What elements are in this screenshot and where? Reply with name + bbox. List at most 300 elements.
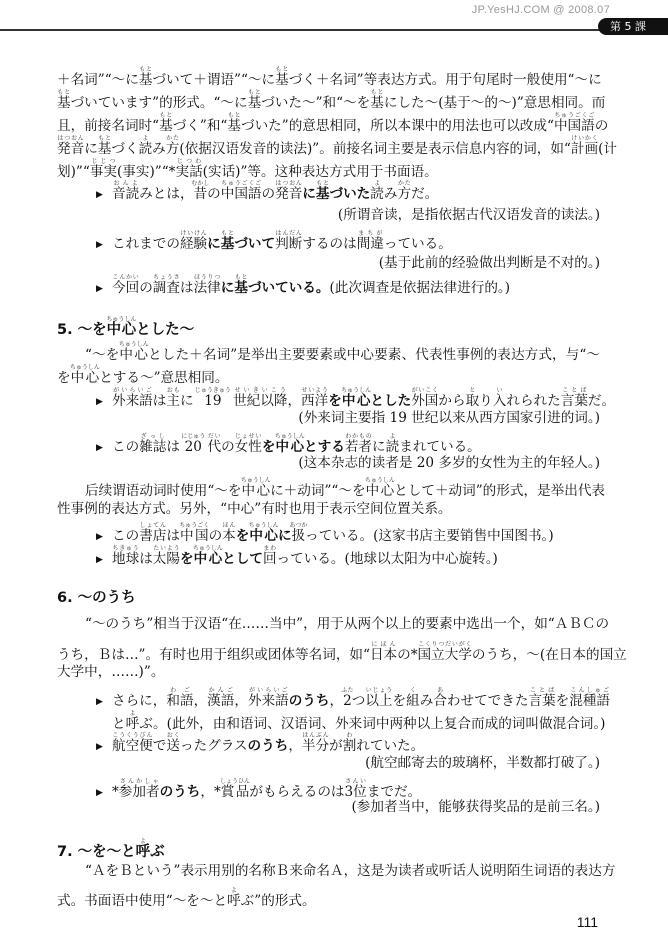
furigana: おく bbox=[166, 732, 180, 739]
furigana: わかもの bbox=[344, 433, 373, 440]
furigana: ちゅうしん bbox=[240, 477, 271, 484]
furigana: はんぶん bbox=[301, 732, 330, 739]
ruby-word bbox=[166, 387, 180, 409]
text-run: だ。 bbox=[411, 186, 439, 202]
text-run: として＋动词”的形式，是举出代表 bbox=[394, 483, 606, 499]
bullet-triangle-icon: ▶ bbox=[96, 284, 103, 294]
ruby-word bbox=[112, 387, 153, 409]
ruby-word bbox=[247, 89, 262, 111]
text-run: “～を bbox=[85, 347, 120, 363]
text-run: ったグラス bbox=[179, 738, 248, 754]
text-run: から bbox=[438, 393, 466, 409]
furigana: と bbox=[465, 387, 480, 394]
keyword: づいている。 bbox=[247, 280, 330, 296]
ruby-base: 基 bbox=[275, 72, 289, 88]
furigana: かんご bbox=[207, 687, 235, 694]
furigana: ことば bbox=[560, 387, 588, 394]
ruby-base: 中心 bbox=[69, 370, 100, 386]
ruby-base: 若者 bbox=[344, 439, 373, 455]
ruby-word bbox=[342, 732, 357, 754]
ruby-word bbox=[356, 230, 384, 252]
paragraph-line bbox=[57, 364, 600, 387]
ruby-base: 和語 bbox=[166, 693, 194, 709]
text-run: づく bbox=[111, 141, 139, 157]
ruby-word bbox=[192, 545, 223, 567]
text-run: に bbox=[179, 393, 198, 409]
ruby-base: 外国 bbox=[411, 393, 439, 409]
ruby-base: 基 bbox=[234, 280, 248, 296]
furigana: もと bbox=[247, 89, 262, 96]
translation bbox=[365, 755, 600, 772]
ruby-word bbox=[275, 230, 303, 252]
ruby-base: 間違 bbox=[356, 236, 384, 252]
furigana: こくりつだいがく bbox=[417, 641, 472, 648]
furigana: かた bbox=[397, 180, 412, 187]
furigana: まちが bbox=[356, 230, 384, 237]
text-run: (依据汉语发音的读法)”。前接名词主要是表示信息内容的词，如“ bbox=[179, 141, 571, 157]
ruby-base: 女性 bbox=[234, 439, 262, 455]
bullet-triangle-icon: ▶ bbox=[96, 397, 103, 407]
text-run: み bbox=[419, 693, 434, 709]
furigana: ちゅうしん bbox=[118, 341, 149, 348]
header-rule bbox=[0, 29, 612, 31]
ruby-base: 参加者 bbox=[118, 784, 160, 800]
furigana: けいけん bbox=[179, 230, 208, 237]
text-run: (这本杂志的读者是 20 多岁的女性为主的年轻人。) bbox=[298, 455, 600, 471]
ruby-word bbox=[220, 778, 251, 800]
ruby-word bbox=[275, 66, 289, 88]
furigana: にじゅう bbox=[181, 433, 206, 440]
furigana: ちゅうしん bbox=[192, 545, 223, 552]
furigana: おも bbox=[166, 387, 180, 394]
furigana: じじつ bbox=[89, 158, 117, 165]
example-sentence bbox=[96, 274, 510, 298]
ruby-word bbox=[411, 387, 439, 409]
ruby-word bbox=[57, 135, 85, 157]
text-run: は bbox=[166, 439, 185, 455]
ruby-word bbox=[560, 387, 588, 409]
ruby-base: 基 bbox=[97, 141, 112, 157]
ruby-word bbox=[341, 387, 372, 409]
example-continuation bbox=[112, 710, 605, 733]
ruby-word bbox=[175, 158, 203, 180]
ruby-word bbox=[222, 522, 236, 544]
furigana: にほん bbox=[369, 641, 398, 648]
ruby-base: 外来語 bbox=[247, 693, 289, 709]
text-run: “～のうち”相当于汉语“在……当中”，用于从两个以上的要素中选出一个，如“ＡＢＣの bbox=[85, 616, 610, 632]
section-heading bbox=[57, 316, 194, 339]
ruby-word bbox=[112, 274, 140, 296]
text-run: と bbox=[112, 716, 126, 732]
text-run: とする～”意思相同。 bbox=[99, 370, 229, 386]
keyword: を bbox=[261, 439, 276, 455]
text-run: づいた～”和“～を bbox=[261, 95, 371, 111]
ruby-base: 地球 bbox=[112, 551, 140, 567]
ruby-base: 扱 bbox=[289, 528, 308, 544]
ruby-base: 呼 bbox=[125, 716, 140, 732]
ruby-word bbox=[118, 341, 149, 363]
ruby-word bbox=[89, 158, 117, 180]
ruby-word bbox=[369, 641, 398, 663]
ruby-word bbox=[385, 433, 400, 455]
text-run: (外来词主要指 19 世纪以来从西方国家引进的词。) bbox=[298, 410, 600, 426]
ruby-base: 回 bbox=[262, 551, 277, 567]
text-run: に bbox=[372, 439, 386, 455]
furigana: もと bbox=[57, 89, 71, 96]
text-run: (基于此前的经验做出判断是不对的。) bbox=[378, 255, 600, 271]
furigana: ちゅうごく bbox=[179, 522, 210, 529]
furigana: こうくうびん bbox=[112, 732, 153, 739]
ruby-word bbox=[166, 687, 194, 709]
text-run: (此次调查是依据法律进行的。) bbox=[329, 280, 511, 296]
ruby-word bbox=[152, 545, 180, 567]
furigana: せいきいこう bbox=[233, 387, 288, 394]
ruby-word bbox=[553, 112, 595, 134]
example-sentence bbox=[96, 387, 615, 411]
furigana: がいこく bbox=[411, 387, 439, 394]
ruby-base: 20 bbox=[181, 439, 206, 455]
furigana: ちゅうしん bbox=[106, 316, 137, 323]
text-run: で bbox=[152, 738, 167, 754]
ruby-base: 呼 bbox=[135, 844, 151, 860]
ruby-base: 言葉 bbox=[528, 693, 556, 709]
text-run: は bbox=[179, 280, 194, 296]
ruby-base: 事実 bbox=[89, 164, 117, 180]
ruby-base: 基 bbox=[227, 118, 241, 134]
ruby-base: 中心 bbox=[364, 483, 395, 499]
text-run: ＋名词”“～に bbox=[57, 72, 139, 88]
furigana: もと bbox=[138, 66, 153, 73]
ruby-word bbox=[112, 545, 140, 567]
furigana: かた bbox=[165, 135, 180, 142]
ruby-base: 中心 bbox=[274, 439, 305, 455]
ruby-base: 中心 bbox=[248, 528, 279, 544]
ruby-word bbox=[406, 687, 420, 709]
text-run: この bbox=[112, 439, 140, 455]
ruby-base: 中心 bbox=[240, 483, 271, 499]
text-run: っている。 bbox=[383, 236, 452, 252]
text-run: ， bbox=[287, 393, 302, 409]
text-run: 且，前接名词时“ bbox=[57, 118, 160, 134]
ruby-word bbox=[207, 687, 235, 709]
ruby-word bbox=[191, 180, 210, 202]
text-run: は bbox=[139, 551, 153, 567]
ruby-word bbox=[370, 180, 384, 202]
ruby-base: 読 bbox=[138, 141, 153, 157]
ruby-word bbox=[165, 135, 180, 157]
text-run: 6. ～のうち bbox=[57, 590, 136, 606]
text-run: 式。书面语中使用“～を～と bbox=[57, 893, 228, 909]
text-run: だ。 bbox=[587, 393, 616, 409]
ruby-word bbox=[344, 778, 367, 800]
ruby-word bbox=[138, 135, 153, 157]
ruby-base: 発音 bbox=[57, 141, 85, 157]
text-run: っている。(地球以太阳为中心旋转。) bbox=[276, 551, 498, 567]
furigana: いじょう bbox=[365, 687, 393, 694]
furigana: ちきゅう bbox=[112, 545, 140, 552]
ruby-base: 外来語 bbox=[112, 393, 153, 409]
furigana: よ bbox=[125, 710, 140, 717]
furigana: ちゅうごくご bbox=[553, 112, 595, 119]
ruby-base: 中国語 bbox=[220, 186, 262, 202]
furigana: ちゅうしん bbox=[69, 364, 100, 371]
section-heading bbox=[57, 590, 136, 607]
furigana: ちゅうしん bbox=[248, 522, 279, 529]
bullet-triangle-icon: ▶ bbox=[96, 190, 103, 200]
bullet-triangle-icon: ▶ bbox=[96, 742, 103, 752]
ruby-word bbox=[341, 687, 354, 709]
ruby-word bbox=[465, 387, 480, 409]
lesson-tab: 第 5 課 bbox=[598, 18, 668, 35]
ruby-base: 混種語 bbox=[569, 693, 611, 709]
ruby-base: 以上 bbox=[365, 693, 393, 709]
paragraph-line bbox=[57, 641, 627, 664]
ruby-base: 世紀以降 bbox=[233, 393, 288, 409]
keyword: のうち bbox=[247, 738, 289, 754]
ruby-word bbox=[365, 687, 393, 709]
furigana: さんい bbox=[344, 778, 367, 785]
ruby-base: 合 bbox=[433, 693, 447, 709]
translation bbox=[338, 207, 600, 224]
ruby-base: 基 bbox=[159, 118, 173, 134]
ruby-word bbox=[106, 316, 137, 338]
ruby-word bbox=[227, 887, 241, 909]
text-run: (所谓音读，是指依据古代汉语发音的读法。) bbox=[337, 207, 600, 223]
ruby-word bbox=[135, 838, 151, 860]
keyword: に bbox=[302, 186, 316, 202]
furigana: むかし bbox=[191, 180, 210, 187]
ruby-word bbox=[570, 135, 599, 157]
text-run: 性事例的表达方式。另外，“中心”有时也用于表示空间位置关系。 bbox=[57, 501, 452, 517]
example-sentence bbox=[96, 230, 452, 254]
text-run: の bbox=[207, 186, 221, 202]
text-run: までだ。 bbox=[366, 784, 422, 800]
paragraph-line bbox=[57, 112, 609, 135]
keyword: を bbox=[328, 393, 342, 409]
ruby-base: 太陽 bbox=[152, 551, 180, 567]
keyword: を bbox=[235, 528, 250, 544]
text-run: っている。(这家书店主要销售中国图书。) bbox=[305, 528, 554, 544]
furigana: わ bbox=[342, 732, 357, 739]
furigana: もと bbox=[315, 180, 330, 187]
ruby-word bbox=[152, 274, 180, 296]
furigana: さんかしゃ bbox=[118, 778, 160, 785]
ruby-word bbox=[138, 66, 153, 88]
keyword: に bbox=[220, 280, 235, 296]
ruby-word bbox=[315, 180, 330, 202]
text-run: み bbox=[383, 186, 398, 202]
ruby-word bbox=[417, 641, 472, 663]
ruby-word bbox=[159, 112, 173, 134]
furigana: けいかく bbox=[570, 135, 599, 142]
ruby-word bbox=[240, 477, 271, 499]
ruby-base: 基 bbox=[247, 95, 262, 111]
text-run: づく”和“ bbox=[172, 118, 228, 134]
text-run: うち，Ｂは…”。有时也用于组织或团体等名词，如“ bbox=[57, 647, 370, 663]
text-run: にした～(基于～的～)”意思相同。而 bbox=[383, 95, 606, 111]
text-run: ぶ”的形式。 bbox=[240, 893, 316, 909]
ruby-base: 基 bbox=[315, 186, 330, 202]
paragraph-line bbox=[57, 477, 606, 500]
paragraph-line bbox=[57, 887, 600, 910]
text-run: み bbox=[152, 141, 166, 157]
translation bbox=[298, 455, 600, 472]
text-run: ぶ bbox=[150, 844, 165, 860]
ruby-base: 入 bbox=[492, 393, 507, 409]
ruby-base: 中心 bbox=[341, 393, 372, 409]
text-run: わせてできた bbox=[446, 693, 529, 709]
bullet-triangle-icon: ▶ bbox=[96, 532, 103, 542]
text-run: “ＡをＢという”表示用别的名称Ｂ来命名Ａ，这是为读者或听话人说明陌生词语的表达方 bbox=[85, 863, 616, 879]
furigana: く bbox=[406, 687, 420, 694]
furigana: あつか bbox=[289, 522, 308, 529]
ruby-base: 今回 bbox=[112, 280, 140, 296]
ruby-word bbox=[301, 387, 329, 409]
text-run: の bbox=[261, 186, 276, 202]
bullet-triangle-icon: ▶ bbox=[96, 788, 103, 798]
text-run: は bbox=[166, 528, 180, 544]
text-run: ， bbox=[288, 738, 302, 754]
ruby-base: 読 bbox=[370, 186, 384, 202]
ruby-word bbox=[193, 274, 221, 296]
paragraph-line bbox=[57, 341, 600, 364]
ruby-word bbox=[220, 180, 262, 202]
ruby-word bbox=[274, 433, 305, 455]
keyword: のうち bbox=[159, 784, 201, 800]
ruby-word bbox=[528, 687, 556, 709]
furigana: よ bbox=[227, 887, 241, 894]
furigana: ちゅうしん bbox=[364, 477, 395, 484]
text-run: ， bbox=[193, 693, 208, 709]
ruby-word bbox=[139, 433, 167, 455]
ruby-base: 割 bbox=[342, 738, 357, 754]
furigana: まわ bbox=[262, 545, 277, 552]
ruby-base: 基 bbox=[370, 95, 384, 111]
text-run: とした＋名词”是举出主要要素或中心要素、代表性事例的表达方式，与“～ bbox=[148, 347, 601, 363]
text-run: の bbox=[221, 439, 235, 455]
text-run: (计 bbox=[598, 141, 617, 157]
text-run: れられた bbox=[506, 393, 561, 409]
ruby-word bbox=[179, 522, 210, 544]
furigana: もと bbox=[159, 112, 173, 119]
ruby-word bbox=[194, 387, 231, 409]
ruby-base: 中国語 bbox=[553, 118, 595, 134]
ruby-word bbox=[289, 522, 308, 544]
ruby-base: 航空便 bbox=[112, 738, 153, 754]
text-run: (航空邮寄去的玻璃杯，半数都打破了。) bbox=[365, 755, 600, 771]
furigana: あ bbox=[433, 687, 447, 694]
example-sentence bbox=[96, 732, 424, 756]
ruby-word bbox=[227, 112, 241, 134]
furigana: がいらいご bbox=[112, 387, 153, 394]
ruby-base: 日本 bbox=[369, 647, 398, 663]
text-run: に＋动词”“～を bbox=[270, 483, 366, 499]
ruby-base: 組 bbox=[406, 693, 420, 709]
ruby-base: 調査 bbox=[152, 280, 180, 296]
text-run: とした～ bbox=[136, 322, 195, 338]
paragraph-line bbox=[57, 158, 600, 181]
text-run: のうち，～(在日本的国立 bbox=[471, 647, 627, 663]
keyword: づいて bbox=[234, 236, 276, 252]
keyword: のうち bbox=[288, 693, 330, 709]
ruby-base: 計画 bbox=[570, 141, 599, 157]
text-run: * bbox=[112, 784, 119, 800]
ruby-base: 判断 bbox=[275, 236, 303, 252]
ruby-word bbox=[344, 433, 373, 455]
translation bbox=[352, 799, 601, 816]
text-run: づいて＋谓语”“～に bbox=[152, 72, 276, 88]
furigana: はんだん bbox=[275, 230, 303, 237]
ruby-word bbox=[247, 687, 289, 709]
text-run: さらに， bbox=[112, 693, 167, 709]
text-run: 划)”“ bbox=[57, 164, 90, 180]
ruby-base: 賞品 bbox=[220, 784, 251, 800]
page-number: 111 bbox=[576, 914, 598, 930]
furigana: もと bbox=[97, 135, 112, 142]
furigana: よ bbox=[385, 433, 400, 440]
paragraph-line bbox=[57, 501, 600, 518]
ruby-base: 送 bbox=[166, 738, 180, 754]
ruby-base: 中心 bbox=[118, 347, 149, 363]
ruby-word bbox=[139, 522, 167, 544]
text-run: 大学中，……)”。 bbox=[57, 664, 165, 680]
furigana: もと bbox=[220, 230, 235, 237]
bullet-triangle-icon: ▶ bbox=[96, 555, 103, 565]
ruby-word bbox=[569, 687, 611, 709]
text-run: 5. ～を bbox=[57, 322, 107, 338]
furigana: もと bbox=[370, 89, 384, 96]
text-run: の bbox=[208, 528, 223, 544]
text-run: この bbox=[112, 528, 140, 544]
text-run: り bbox=[479, 393, 493, 409]
furigana: たいよう bbox=[152, 545, 180, 552]
ruby-base: 半分 bbox=[301, 738, 330, 754]
ruby-base: 基 bbox=[57, 95, 71, 111]
ruby-word bbox=[397, 180, 412, 202]
text-run: が bbox=[329, 738, 343, 754]
ruby-word bbox=[112, 732, 153, 754]
text-run: (参加者当中，能够获得奖品的是前三名。) bbox=[351, 799, 600, 815]
furigana: よ bbox=[370, 180, 384, 187]
text-run: づく＋名词”等表达方式。用于句尾时一般使用“～に bbox=[288, 72, 602, 88]
watermark: JP.YesHJ.COM @ 2008.07 bbox=[471, 4, 610, 16]
keyword: として bbox=[222, 551, 263, 567]
example-sentence bbox=[96, 545, 498, 569]
ruby-base: 3位 bbox=[344, 784, 367, 800]
paragraph-line bbox=[57, 89, 606, 112]
bullet-triangle-icon: ▶ bbox=[96, 697, 103, 707]
paragraph-line bbox=[57, 135, 617, 158]
paragraph-line bbox=[57, 66, 600, 89]
text-run: がもらえるのは bbox=[249, 784, 345, 800]
ruby-word bbox=[220, 230, 235, 252]
furigana: じつわ bbox=[175, 158, 203, 165]
ruby-base: 19 bbox=[194, 393, 231, 409]
ruby-word bbox=[57, 89, 71, 111]
ruby-base: 国立大学 bbox=[417, 647, 472, 663]
ruby-word bbox=[248, 522, 279, 544]
ruby-base: 昔 bbox=[191, 186, 210, 202]
example-sentence bbox=[96, 180, 438, 204]
bullet-triangle-icon: ▶ bbox=[96, 240, 103, 250]
keyword: に bbox=[277, 528, 292, 544]
text-run: これまでの bbox=[112, 236, 180, 252]
text-run: を bbox=[57, 370, 71, 386]
furigana: ほうりつ bbox=[193, 274, 221, 281]
section-heading bbox=[57, 838, 165, 861]
furigana: ちゅうしん bbox=[274, 433, 305, 440]
ruby-base: 呼 bbox=[227, 893, 241, 909]
